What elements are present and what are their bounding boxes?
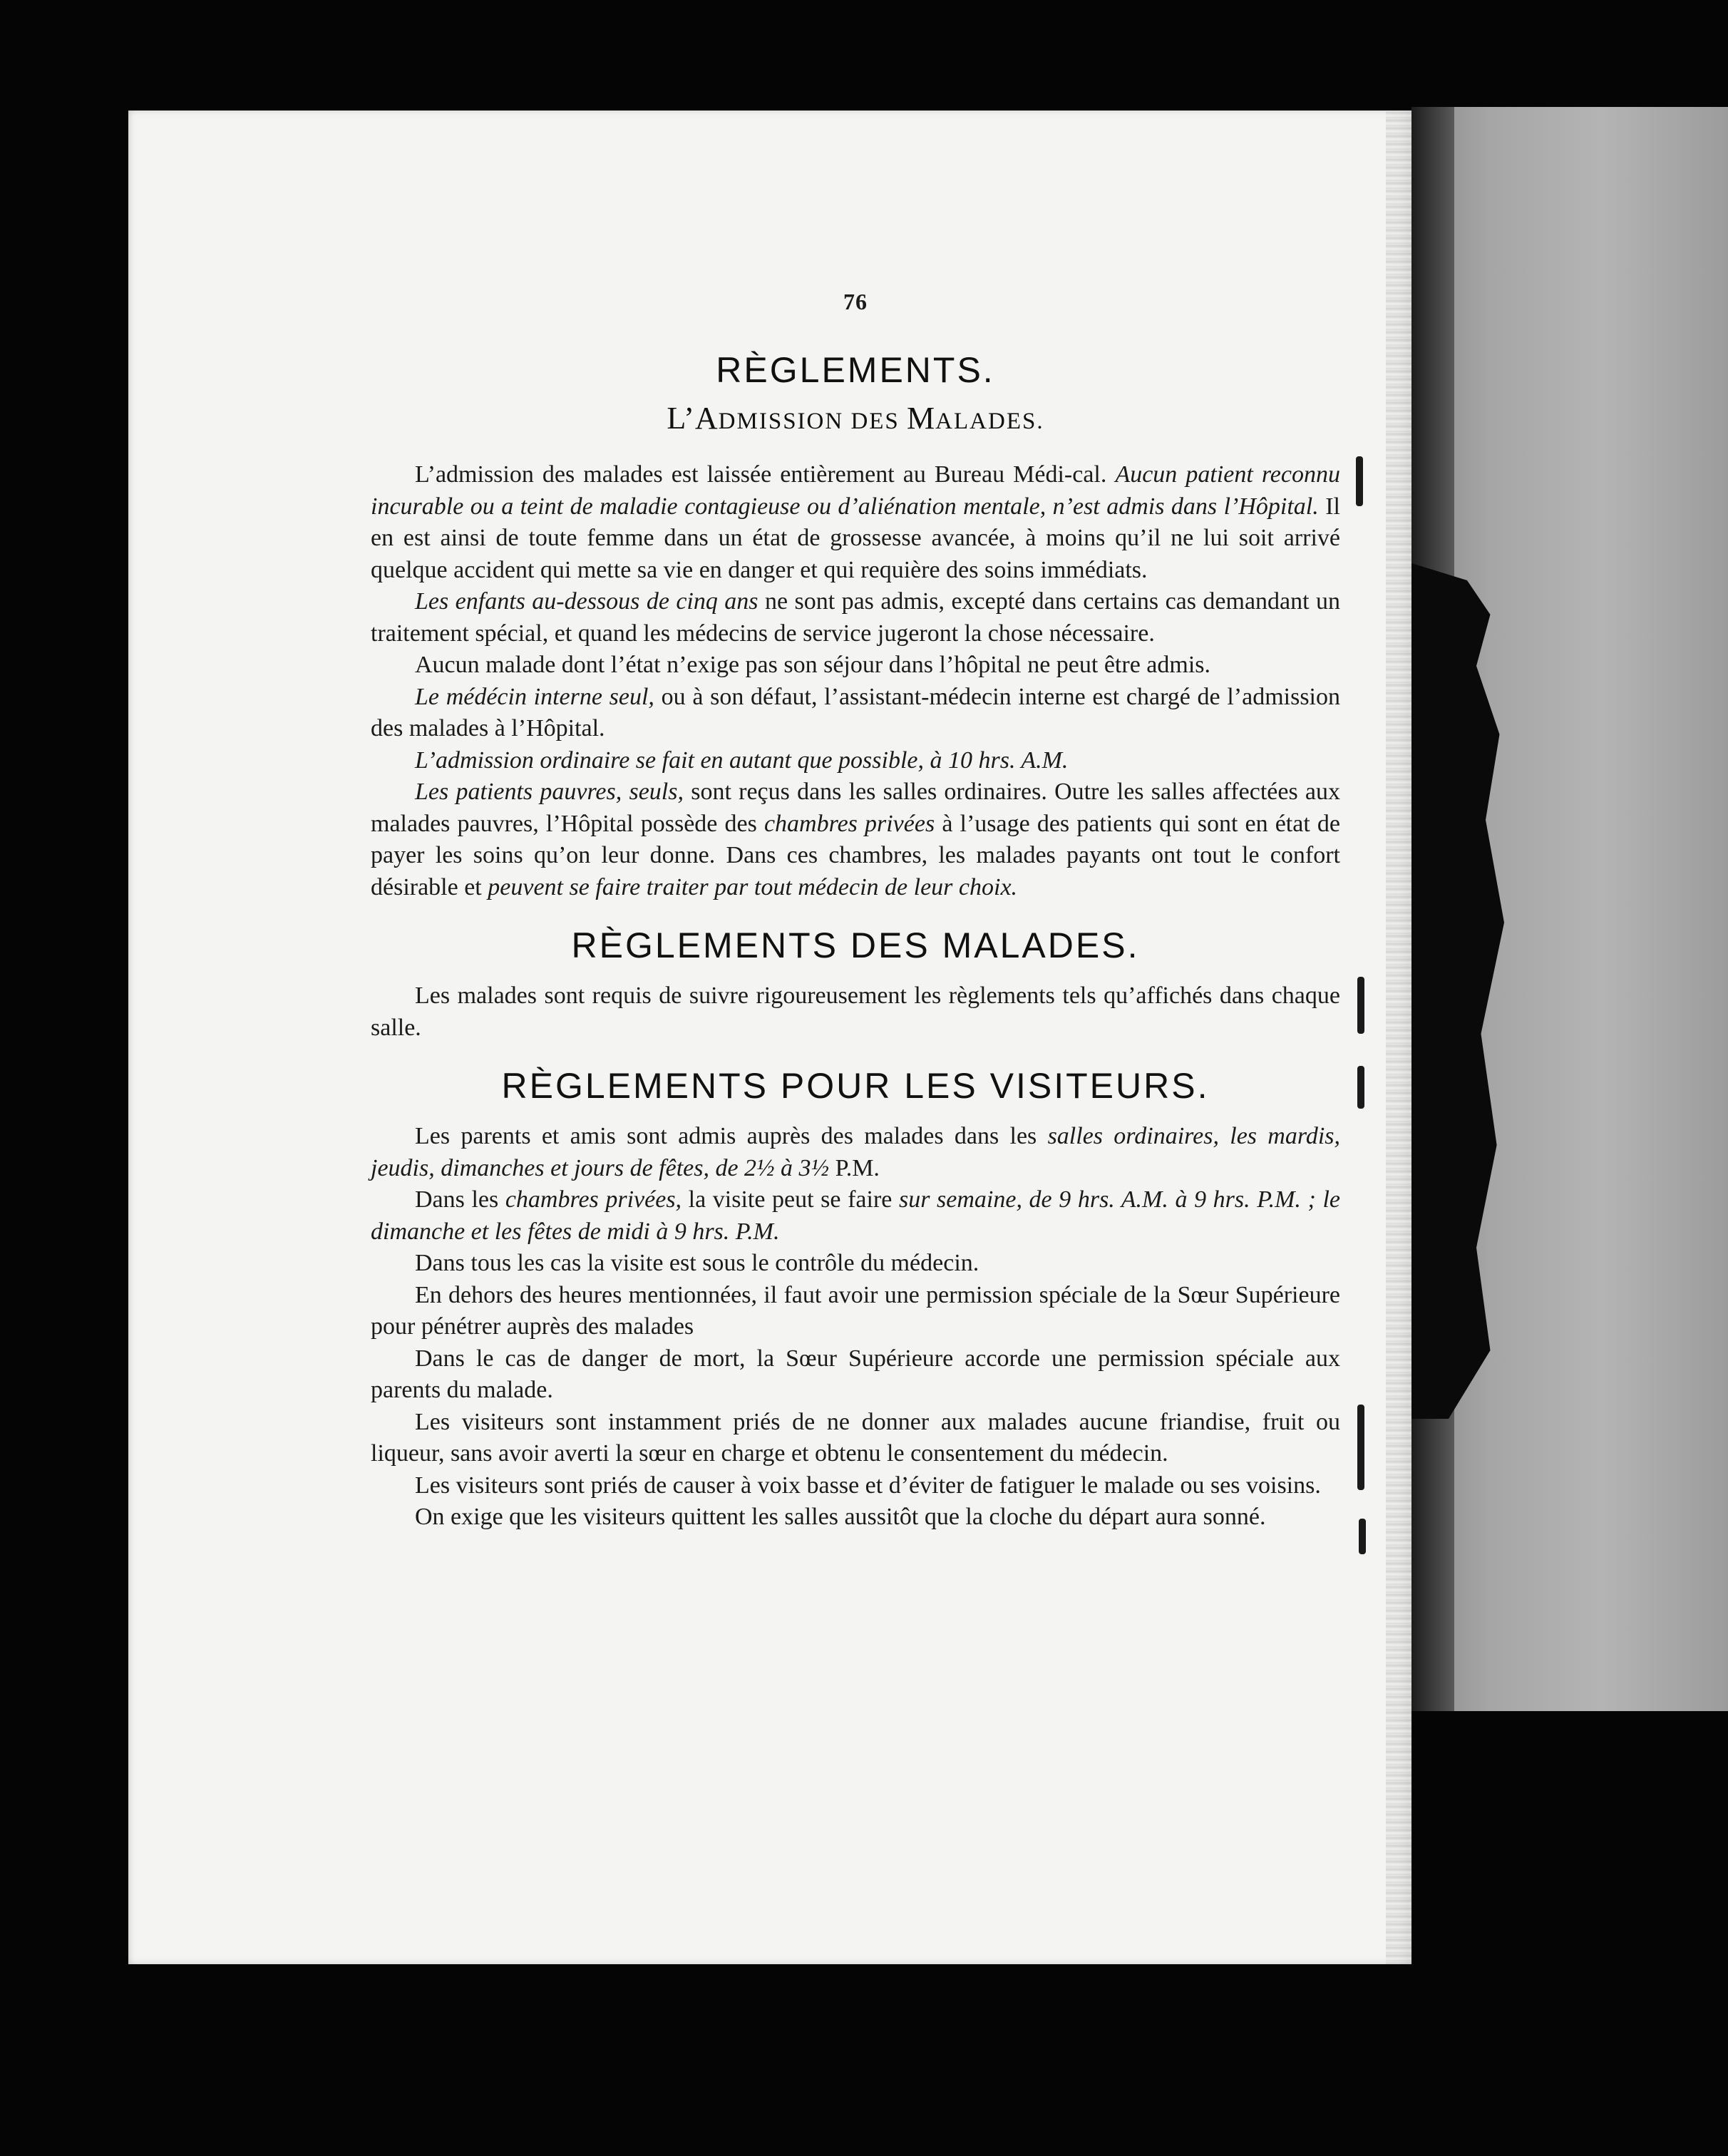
page-text bbox=[371, 289, 1340, 1534]
section-heading-malades: RÈGLEMENTS DES MALADES. bbox=[571, 925, 1140, 965]
admission-paragraph bbox=[371, 745, 1340, 777]
italic-run: peuvent se faire traiter par tout médecin de leur choix. bbox=[488, 873, 1018, 900]
visitor-paragraph bbox=[371, 1184, 1340, 1248]
section-subtitle bbox=[371, 395, 1340, 445]
page-title: RÈGLEMENTS. bbox=[716, 350, 995, 390]
text-run: Il en est ainsi de toute femme dans un état de grossesse avancée, à moins qu’il ne lui soit arrivé quelque accident qui mette sa vie en danger et qui requière des soins immédiats. bbox=[371, 493, 1340, 583]
text-run: P.M. bbox=[829, 1154, 880, 1181]
italic-run: salles ordinaires, les mardis, jeudis, dimanches et jours de fêtes, de 2½ à 3½ bbox=[371, 1123, 1340, 1181]
text-run: L’admission des malades est laissée entièrement au Bureau Médi-cal. bbox=[415, 461, 1116, 488]
italic-run: chambres privées, bbox=[505, 1186, 682, 1213]
visitor-paragraph: Les visiteurs sont priés de causer à voix basse et d’éviter de fatiguer le malade ou ses voisins. bbox=[415, 1472, 1321, 1499]
text-run: Les parents et amis sont admis auprès des malades dans les bbox=[415, 1123, 1048, 1149]
italic-run: Le médécin interne seul, bbox=[415, 683, 654, 710]
document-page bbox=[128, 111, 1411, 1964]
admission-paragraph bbox=[371, 459, 1340, 586]
section-heading-visiteurs: RÈGLEMENTS POUR LES VISITEURS. bbox=[501, 1066, 1210, 1106]
text-run: la visite peut se faire bbox=[682, 1186, 899, 1213]
admission-paragraph bbox=[371, 586, 1340, 650]
text-run: Dans les bbox=[415, 1186, 505, 1213]
text-run: ne sont pas admis, excepté dans certains cas demandant un traitement spécial, et quand les médecins de service jugeront la chose nécessaire. bbox=[371, 588, 1340, 647]
italic-run: chambres privées bbox=[763, 810, 935, 837]
text-run: ou à son défaut, l’assistant-médecin interne est chargé de l’admission des malades à l’Hôpital. bbox=[371, 683, 1341, 741]
admission-paragraph bbox=[371, 776, 1340, 903]
visitor-paragraph bbox=[371, 1121, 1340, 1184]
visitor-paragraph: Dans tous les cas la visite est sous le contrôle du médecin. bbox=[415, 1250, 979, 1276]
subtitle-part: DMISSION DES bbox=[718, 409, 907, 434]
visitor-paragraph: En dehors des heures mentionnées, il faut avoir une permission spéciale de la Sœur Supérieure pour pénétrer auprès des malades bbox=[371, 1281, 1340, 1340]
visitor-paragraph: On exige que les visiteurs quittent les salles aussitôt que la cloche du départ aura sonné. bbox=[415, 1504, 1266, 1530]
binding-mark bbox=[1356, 456, 1363, 506]
page-edge bbox=[1386, 111, 1411, 1964]
malades-paragraph: Les malades sont requis de suivre rigoureusement les règlements tels qu’affichés dans chaque salle. bbox=[371, 982, 1340, 1041]
binding-mark bbox=[1357, 977, 1364, 1034]
page-number: 76 bbox=[843, 289, 868, 314]
subtitle-part: M bbox=[907, 401, 936, 436]
binding-mark bbox=[1357, 1066, 1364, 1109]
italic-run: Aucun patient reconnu incurable ou a teint de maladie contagieuse ou d’aliénation mentale, n’est admis dans l’Hôpital. bbox=[371, 461, 1340, 520]
admission-paragraph bbox=[371, 650, 1340, 682]
binding-mark bbox=[1359, 1519, 1366, 1554]
admission-paragraph bbox=[371, 682, 1340, 745]
text-run: Aucun malade dont l’état n’exige pas son séjour dans l’hôpital ne peut être admis. bbox=[415, 652, 1211, 678]
subtitle-part: L’A bbox=[667, 401, 719, 436]
subtitle-part: ALADES. bbox=[935, 409, 1044, 434]
italic-run: Les patients pauvres, seuls, bbox=[415, 779, 684, 805]
text-run: sont reçus dans les salles ordinaires. Outre les salles affectées aux malades pauvres, l’Hôpital possède des bbox=[371, 779, 1341, 837]
italic-run: L’admission ordinaire se fait en autant que possible, à 10 hrs. A.M. bbox=[415, 746, 1069, 774]
visitor-paragraph: Les visiteurs sont instamment priés de ne donner aux malades aucune friandise, fruit ou liqueur, sans avoir averti la sœur en charge et obtenu le consentement du médecin. bbox=[371, 1408, 1340, 1467]
italic-run: Les enfants au-dessous de cinq ans bbox=[415, 588, 758, 615]
text-run: à l’usage des patients qui sont en état de payer les soins qu’on leur donne. Dans ces chambres, les malades payants ont tout le confort désirable et bbox=[371, 810, 1340, 900]
visitor-paragraph: Dans le cas de danger de mort, la Sœur Supérieure accorde une permission spéciale aux parents du malade. bbox=[371, 1345, 1340, 1403]
binding-mark bbox=[1357, 1405, 1364, 1490]
italic-run: sur semaine, de 9 hrs. A.M. à 9 hrs. P.M. ; le dimanche et les fêtes de midi à 9 hrs. P.M. bbox=[371, 1186, 1340, 1245]
